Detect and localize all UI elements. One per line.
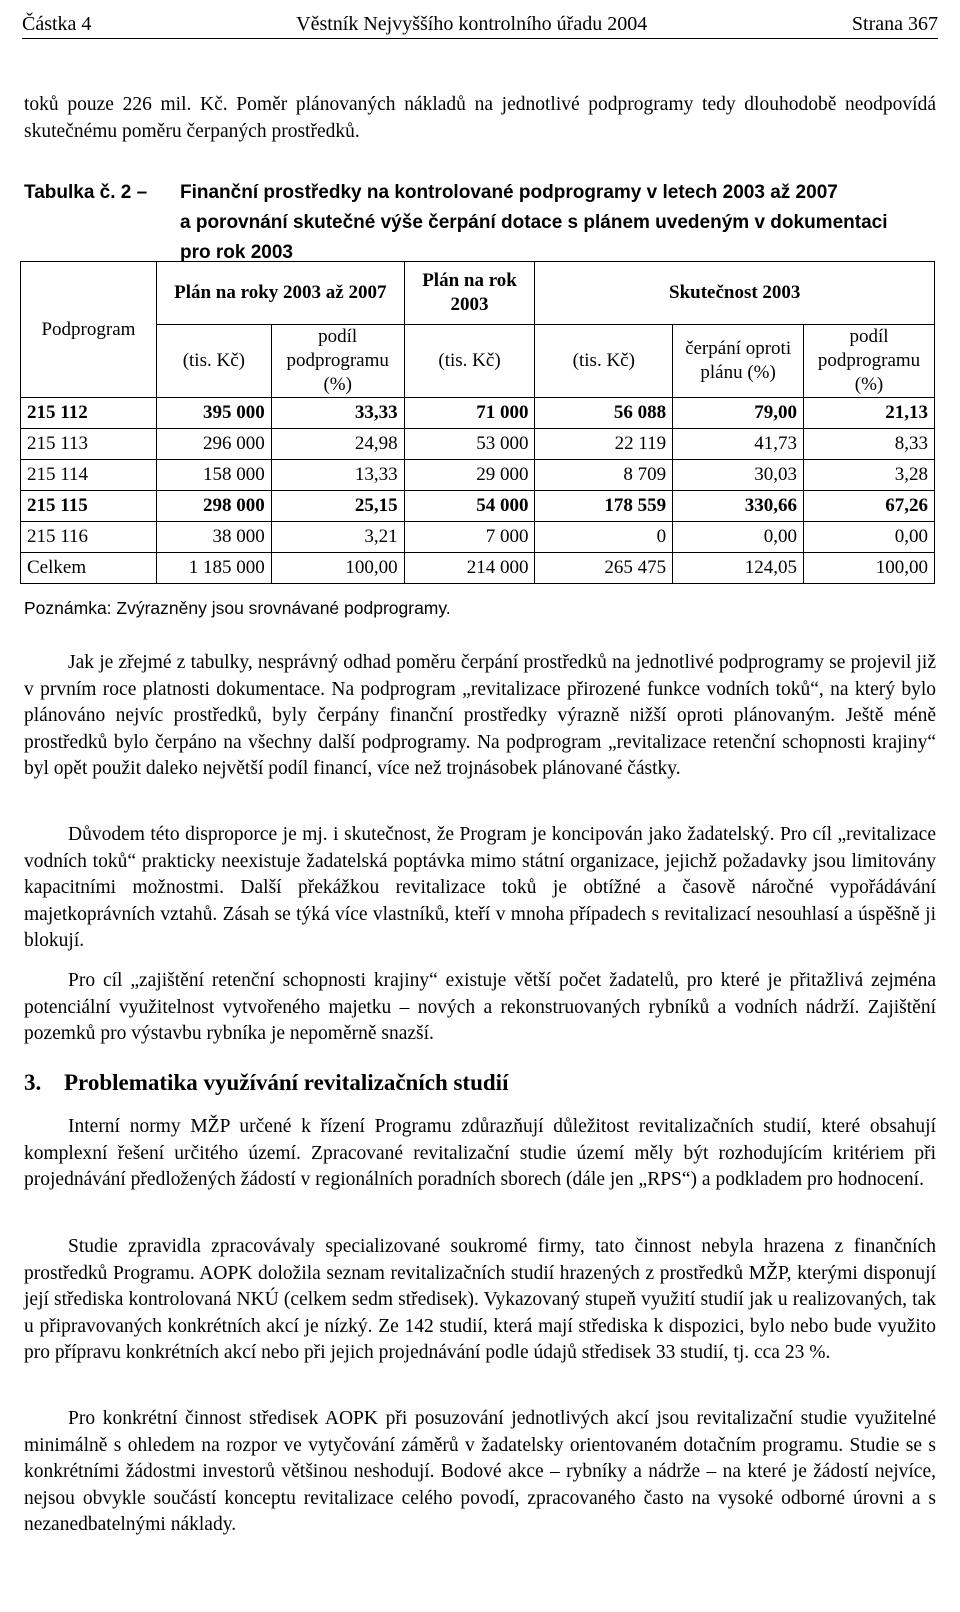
table-cell: 0,00 bbox=[804, 522, 935, 553]
body-paragraph: Jak je zřejmé z tabulky, nesprávný odhad poměru čerpání prostředků na jednotlivé podprogramy se projevil již v prvním roce platnosti dokumentace. Na podprogram „revitalizace přirozené funkce vodních toků“, na který bylo plánováno nejvíc prostředků, byly čerpány finanční prostředky výrazně nižší oproti plánovaným. Ještě méně prostředků bylo čerpáno na všechny další podprogramy. Na podprogram „revitalizace retenční schopnosti krajiny“ byl opět použit daleko největší podíl financí, více než trojnásobek plánované částky. bbox=[24, 652, 936, 779]
table-row-total bbox=[21, 553, 935, 584]
section-heading bbox=[24, 1070, 508, 1096]
table-cell: 298 000 bbox=[156, 491, 271, 522]
table-cell: 56 088 bbox=[535, 398, 673, 429]
table-cell: 29 000 bbox=[404, 460, 535, 491]
table-cell: 53 000 bbox=[404, 429, 535, 460]
table-cell: Celkem bbox=[21, 553, 157, 584]
table-cell: 38 000 bbox=[156, 522, 271, 553]
table-cell: 8,33 bbox=[804, 429, 935, 460]
header-issue: Částka 4 bbox=[22, 13, 92, 35]
table-cell: 0 bbox=[535, 522, 673, 553]
table-cell: 79,00 bbox=[673, 398, 804, 429]
header-podil: podíl podprogramu (%) bbox=[804, 325, 935, 398]
header-tis-kc: (tis. Kč) bbox=[156, 325, 271, 398]
table-cell: 1 185 000 bbox=[156, 553, 271, 584]
table-cell: 0,00 bbox=[673, 522, 804, 553]
table-cell: 7 000 bbox=[404, 522, 535, 553]
header-plan-rok: Plán na rok 2003 bbox=[404, 262, 535, 325]
table-cell: 13,33 bbox=[271, 460, 404, 491]
finance-table bbox=[20, 261, 935, 584]
caption-line: a porovnání skutečné výše čerpání dotace s plánem uvedeným v dokumentaci bbox=[180, 212, 888, 233]
table-cell: 178 559 bbox=[535, 491, 673, 522]
table-cell: 395 000 bbox=[156, 398, 271, 429]
table-cell: 158 000 bbox=[156, 460, 271, 491]
table-cell: 215 114 bbox=[21, 460, 157, 491]
table-cell: 215 115 bbox=[21, 491, 157, 522]
table-cell: 296 000 bbox=[156, 429, 271, 460]
table-row bbox=[21, 491, 935, 522]
body-paragraph: Důvodem této disproporce je mj. i skutečnost, že Program je koncipován jako žadatelský. Pro cíl „revitalizace vodních toků“ prakticky neexistuje žadatelská poptávka mimo státní organizace, jejichž požadavky jsou limitovány kapacitními možnostmi. Další překážkou revitalizace toků je obtížné a časově náročné vypořádávání majetkoprávních vztahů. Zásah se týká více vlastníků, kteří v mnoha případech s revitalizací nesouhlasí a úspěšně ji blokují. bbox=[24, 824, 936, 951]
table-row bbox=[21, 429, 935, 460]
table-cell: 33,33 bbox=[271, 398, 404, 429]
header-journal-title: Věstník Nejvyššího kontrolního úřadu 2004 bbox=[296, 13, 648, 35]
body-paragraph: Studie zpravidla zpracovávaly specializované soukromé firmy, tato činnost nebyla hrazena z finančních prostředků Programu. AOPK doložila seznam revitalizačních studií hrazených z prostředků MŽP, kterými disponují její střediska kontrolovaná NKÚ (celkem sedm středisek). Vykazovaný stupeň využití studií jak u realizovaných, tak u připravovaných konkrétních akcí je nízký. Ze 142 studií, která mají střediska k dispozici, bylo nebo bude využito pro přípravu konkrétních akcí nebo při jejich projednávání podle údajů středisek 33 studií, tj. cca 23 %. bbox=[24, 1236, 936, 1363]
caption-label: Tabulka č. 2 – bbox=[24, 182, 148, 203]
table-row bbox=[21, 460, 935, 491]
page-header bbox=[22, 4, 938, 39]
table-cell: 124,05 bbox=[673, 553, 804, 584]
table-row bbox=[21, 398, 935, 429]
header-cerpani: čerpání oproti plánu (%) bbox=[673, 325, 804, 398]
table-cell: 21,13 bbox=[804, 398, 935, 429]
table-cell: 30,03 bbox=[673, 460, 804, 491]
table-cell: 3,28 bbox=[804, 460, 935, 491]
header-tis-kc: (tis. Kč) bbox=[535, 325, 673, 398]
header-page-number: Strana 367 bbox=[851, 13, 938, 35]
table-cell: 3,21 bbox=[271, 522, 404, 553]
section-title: Problematika využívání revitalizačních studií bbox=[64, 1070, 509, 1095]
body-paragraph: Interní normy MŽP určené k řízení Programu zdůrazňují důležitost revitalizačních studií, které obsahují komplexní řešení určitého území. Zpracované revitalizační studie území měly být rozhodujícím kritériem při projednávání předložených žádostí v regionálních poradních sborech (dále jen „RPS“) a podkladem pro hodnocení. bbox=[24, 1116, 936, 1190]
table-cell: 71 000 bbox=[404, 398, 535, 429]
table-cell: 215 116 bbox=[21, 522, 157, 553]
table-cell: 25,15 bbox=[271, 491, 404, 522]
table-cell: 24,98 bbox=[271, 429, 404, 460]
section-number: 3. bbox=[24, 1070, 42, 1095]
table-cell: 54 000 bbox=[404, 491, 535, 522]
intro-paragraph: toků pouze 226 mil. Kč. Poměr plánovaných nákladů na jednotlivé podprogramy tedy dlouhodobě neodpovídá skutečnému poměru čerpaných prostředků. bbox=[24, 94, 936, 142]
header-podil: podíl podprogramu (%) bbox=[271, 325, 404, 398]
table-cell: 265 475 bbox=[535, 553, 673, 584]
table-cell: 8 709 bbox=[535, 460, 673, 491]
table-cell: 41,73 bbox=[673, 429, 804, 460]
table-cell: 100,00 bbox=[271, 553, 404, 584]
table-row bbox=[21, 522, 935, 553]
table-note: Poznámka: Zvýrazněny jsou srovnávané podprogramy. bbox=[24, 598, 451, 618]
table-cell: 100,00 bbox=[804, 553, 935, 584]
table-cell: 330,66 bbox=[673, 491, 804, 522]
header-podprogram: Podprogram bbox=[21, 262, 157, 398]
table-cell: 215 113 bbox=[21, 429, 157, 460]
header-plan-roky: Plán na roky 2003 až 2007 bbox=[156, 262, 404, 325]
table-cell: 214 000 bbox=[404, 553, 535, 584]
caption-line: pro rok 2003 bbox=[180, 242, 293, 263]
body-paragraph: Pro cíl „zajištění retenční schopnosti krajiny“ existuje větší počet žadatelů, pro které je přitažlivá zejména potenciální využitelnost vytvořeného majetku – nových a rekonstruovaných rybníků a vodních nádrží. Zajištění pozemků pro výstavbu rybníka je nepoměrně snazší. bbox=[24, 970, 936, 1044]
caption-line: Finanční prostředky na kontrolované podprogramy v letech 2003 až 2007 bbox=[180, 182, 838, 203]
table-cell: 215 112 bbox=[21, 398, 157, 429]
header-tis-kc: (tis. Kč) bbox=[404, 325, 535, 398]
table-cell: 22 119 bbox=[535, 429, 673, 460]
table-cell: 67,26 bbox=[804, 491, 935, 522]
header-skutecnost: Skutečnost 2003 bbox=[535, 262, 935, 325]
body-paragraph: Pro konkrétní činnost středisek AOPK při posuzování jednotlivých akcí jsou revitalizační studie využitelné minimálně s ohledem na rozpor ve vytyčování záměrů v žadatelsky orientovaném dotačním programu. Studie se s konkrétními žádostmi investorů většinou neshodují. Bodové akce – rybníky a nádrže – na které je žádostí nejvíce, nejsou obvykle součástí konceptu revitalizace celého povodí, zpracovaného často na vysoké odborné úrovni a s nezanedbatelnými náklady. bbox=[24, 1408, 936, 1535]
